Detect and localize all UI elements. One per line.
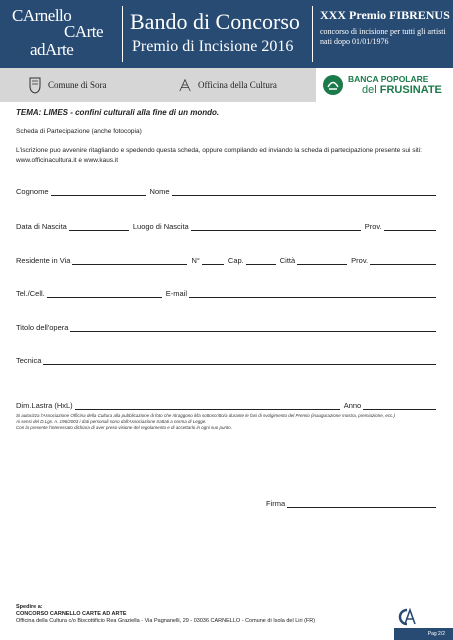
bank-logo-icon: [322, 74, 344, 96]
titolo-label: Titolo dell'opera: [16, 323, 69, 332]
bank-name-strong: FRUSINATE: [379, 84, 442, 96]
authorization-line: Si autorizza l'Associazione Officina della Cultura alla pubblicazione di foto che ritraggono il/la sottoscritto/a durante le fasi di svolgimento del Premio (inaugurazione mostra, premiazione, ecc.): [16, 413, 396, 418]
row-title: [16, 320, 436, 332]
row-dimensions: [16, 398, 436, 410]
logo-line-1: CArnello: [12, 6, 72, 25]
tel-label: Tel./Cell.: [16, 289, 45, 298]
sponsor-comune-di-sora: [28, 68, 107, 102]
email-field[interactable]: [189, 288, 436, 298]
authorization-line: Ai sensi del D.Lgs. n. 196/2003 i dati personali sono dall'Associazione trattati a norma di Legge.: [16, 419, 207, 424]
cap-field[interactable]: [246, 255, 276, 265]
citta-field[interactable]: [297, 255, 347, 265]
bank-name-prefix: del: [362, 84, 380, 96]
contest-theme: TEMA: LIMES - confini culturali alla fine di un mondo.: [16, 108, 220, 117]
header-divider: [312, 6, 313, 62]
row-technique: [16, 353, 436, 365]
bank-name-line-1: BANCA POPOLARE: [348, 74, 429, 84]
prov-field[interactable]: [384, 221, 436, 231]
firma-label: Firma: [266, 499, 286, 508]
tel-field[interactable]: [47, 288, 162, 298]
titolo-field[interactable]: [70, 322, 436, 332]
tecnica-field[interactable]: [43, 355, 436, 365]
citta-label: Città: [279, 256, 296, 265]
send-to-label: Spedire a:: [16, 604, 43, 610]
header-divider: [122, 6, 123, 62]
luogo-nascita-label: Luogo di Nascita: [132, 222, 189, 231]
prov-field[interactable]: [370, 255, 436, 265]
prize-note: concorso di incisione per tutti gli artisti: [320, 27, 446, 36]
cap-label: Cap.: [227, 256, 244, 265]
carnello-carte-ad-arte-logo: [6, 4, 118, 64]
logo-line-3: adArte: [30, 40, 74, 59]
authorization-note: [16, 413, 436, 431]
numero-field[interactable]: [202, 255, 224, 265]
form-heading: Scheda di Partecipazione (anche fotocopia): [16, 128, 142, 135]
firma-field[interactable]: [287, 498, 436, 508]
sponsor-bar: [0, 68, 453, 102]
row-signature: [266, 496, 436, 508]
prize-name: XXX Premio FIBRENUS: [320, 8, 450, 22]
via-field[interactable]: [72, 255, 187, 265]
form-intro: L'iscrizione puo avvenire ritagliando e spedendo questa scheda, oppure compilando ed inviando la scheda di partecipazione presente sui siti: www.officinacultura.it e www.kaus.it: [16, 147, 422, 164]
page-title: Bando di Concorso: [130, 9, 300, 34]
bank-name-line-2: [362, 84, 442, 96]
crest-icon: [28, 76, 42, 94]
row-contact: [16, 286, 436, 298]
tecnica-label: Tecnica: [16, 356, 42, 365]
sponsor-banca-popolare: [316, 68, 453, 102]
send-to-address: Officina della Cultura c/o Biscottificio Rea Graziella - Via Pagnanelli, 29 - 03036 CARNELLO - Comune di Isola del Liri (FR): [16, 618, 316, 624]
authorization-line: Con la presente l'interessato dichiara di aver preso visione del regolamento e di accettarlo in ogni suo punto.: [16, 425, 232, 430]
sponsor-officina-della-cultura: [178, 68, 277, 102]
prize-note: nati dopo 01/01/1976: [320, 37, 389, 46]
row-birth: [16, 219, 436, 231]
page-subtitle: Premio di Incisione 2016: [132, 38, 294, 55]
cognome-label: Cognome: [16, 187, 49, 196]
nome-label: Nome: [149, 187, 170, 196]
prov-label: Prov.: [351, 256, 369, 265]
sponsor-label: Comune di Sora: [48, 80, 107, 90]
data-nascita-field[interactable]: [69, 221, 129, 231]
luogo-nascita-field[interactable]: [191, 221, 361, 231]
numero-label: N°: [191, 256, 200, 265]
sponsor-label: Officina della Cultura: [198, 80, 277, 90]
send-to-name: CONCORSO CARNELLO CARTE AD ARTE: [16, 611, 127, 617]
data-nascita-label: Data di Nascita: [16, 222, 67, 231]
anno-field[interactable]: [363, 400, 436, 410]
prov-label: Prov.: [364, 222, 382, 231]
logo-line-2: CArte: [64, 22, 104, 41]
dim-label: Dim.Lastra (HxL): [16, 401, 73, 410]
email-label: E-mail: [165, 289, 188, 298]
row-name: [16, 184, 436, 196]
nome-field[interactable]: [172, 186, 436, 196]
header-banner: [0, 0, 453, 68]
dim-field[interactable]: [75, 400, 340, 410]
officina-logo-icon: [178, 76, 192, 94]
cognome-field[interactable]: [51, 186, 146, 196]
anno-label: Anno: [343, 401, 362, 410]
ca-logo-icon: [395, 606, 417, 628]
residente-label: Residente in Via: [16, 256, 71, 265]
row-address: [16, 253, 436, 265]
page-number: Pag 2/2: [394, 628, 453, 640]
